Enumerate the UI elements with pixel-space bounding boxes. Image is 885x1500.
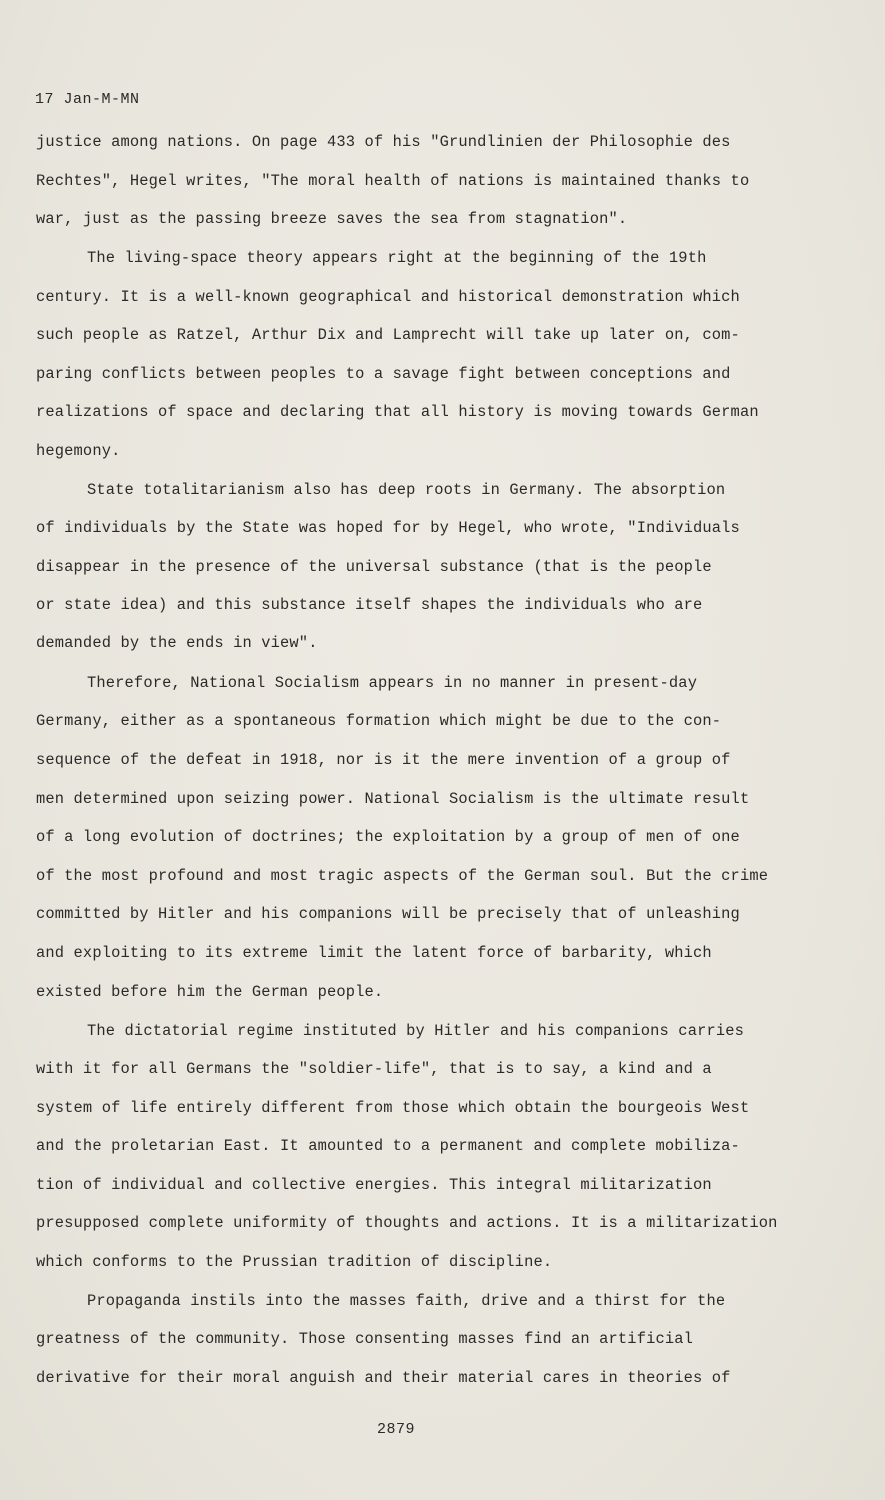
text-line: derivative for their moral anguish and their material cares in theories of bbox=[36, 1369, 731, 1387]
document-header: 17 Jan-M-MN bbox=[35, 91, 140, 108]
text-line: and the proletarian East. It amounted to a permanent and complete mobiliza- bbox=[36, 1137, 740, 1155]
paragraph-first-line: Propaganda instils into the masses faith, drive and a thirst for the bbox=[87, 1292, 726, 1310]
text-line: hegemony. bbox=[36, 442, 121, 460]
text-line: and exploiting to its extreme limit the latent force of barbarity, which bbox=[36, 944, 712, 962]
text-line: committed by Hitler and his companions will be precisely that of unleashing bbox=[36, 905, 740, 923]
text-line: Germany, either as a spontaneous formation which might be due to the con- bbox=[36, 712, 722, 730]
text-line: justice among nations. On page 433 of his "Grundlinien der Philosophie des bbox=[36, 133, 731, 151]
text-line: Rechtes", Hegel writes, "The moral health of nations is maintained thanks to bbox=[36, 172, 750, 190]
text-line: such people as Ratzel, Arthur Dix and Lamprecht will take up later on, com- bbox=[36, 326, 740, 344]
text-line: men determined upon seizing power. National Socialism is the ultimate result bbox=[36, 790, 750, 808]
text-line: paring conflicts between peoples to a savage fight between conceptions and bbox=[36, 365, 731, 383]
page-number: 2879 bbox=[377, 1421, 416, 1438]
text-line: century. It is a well-known geographical and historical demonstration which bbox=[36, 288, 740, 306]
text-line: sequence of the defeat in 1918, nor is it the mere invention of a group of bbox=[36, 751, 731, 769]
text-line: war, just as the passing breeze saves the sea from stagnation". bbox=[36, 210, 628, 228]
paragraph-first-line: Therefore, National Socialism appears in no manner in present-day bbox=[87, 674, 698, 692]
text-line: existed before him the German people. bbox=[36, 983, 384, 1001]
text-line: realizations of space and declaring that all history is moving towards German bbox=[36, 403, 759, 421]
text-line: demanded by the ends in view". bbox=[36, 634, 318, 652]
text-line: system of life entirely different from those which obtain the bourgeois West bbox=[36, 1099, 750, 1117]
text-line: or state idea) and this substance itself shapes the individuals who are bbox=[36, 596, 703, 614]
text-line: which conforms to the Prussian tradition of discipline. bbox=[36, 1253, 553, 1271]
text-line: of individuals by the State was hoped for by Hegel, who wrote, "Individuals bbox=[36, 519, 740, 537]
text-line: tion of individual and collective energies. This integral militarization bbox=[36, 1176, 712, 1194]
text-line: of the most profound and most tragic aspects of the German soul. But the crime bbox=[36, 867, 769, 885]
text-line: of a long evolution of doctrines; the exploitation by a group of men of one bbox=[36, 828, 740, 846]
text-line: presupposed complete uniformity of thoughts and actions. It is a militarization bbox=[36, 1214, 778, 1232]
paragraph-first-line: The dictatorial regime instituted by Hitler and his companions carries bbox=[87, 1022, 745, 1040]
paragraph-first-line: State totalitarianism also has deep roots in Germany. The absorption bbox=[87, 481, 726, 499]
text-line: disappear in the presence of the universal substance (that is the people bbox=[36, 558, 712, 576]
text-line: greatness of the community. Those consenting masses find an artificial bbox=[36, 1330, 694, 1348]
text-line: with it for all Germans the "soldier-life", that is to say, a kind and a bbox=[36, 1060, 712, 1078]
paragraph-first-line: The living-space theory appears right at the beginning of the 19th bbox=[87, 249, 707, 267]
